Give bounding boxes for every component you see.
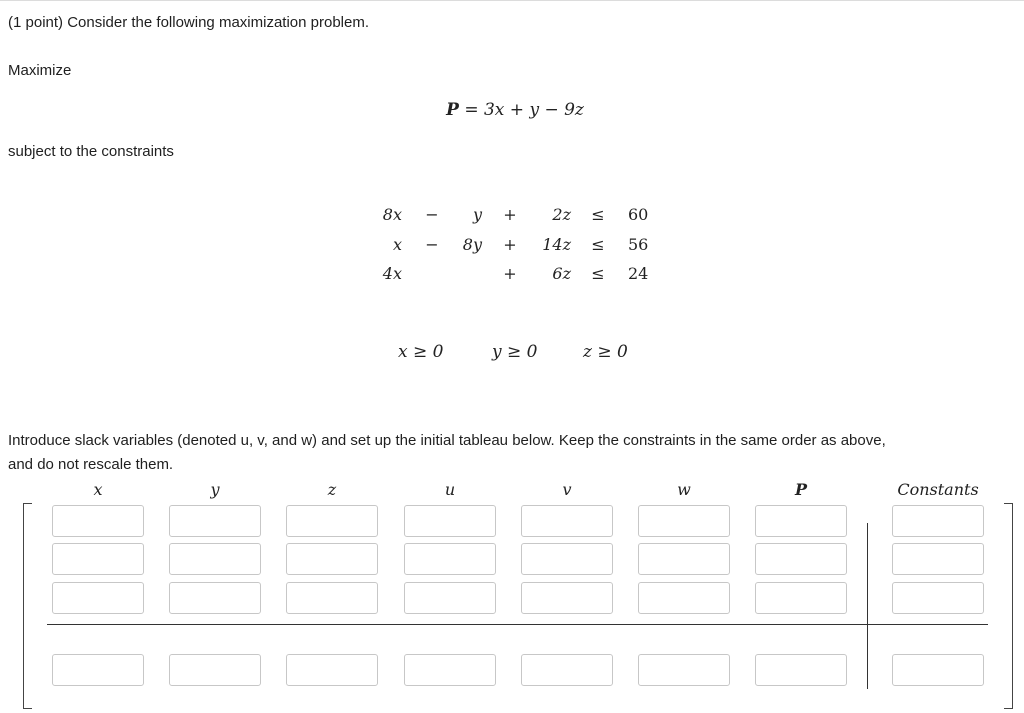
- cell-r2-p-input[interactable]: [755, 543, 847, 575]
- header-v: v: [562, 480, 572, 499]
- matrix-left-bracket: [23, 503, 32, 709]
- problem-prompt: (1 point) Consider the following maximization problem.: [8, 14, 369, 31]
- c1-rhs: 60: [628, 205, 649, 224]
- objective-row-divider: [47, 624, 988, 625]
- c3-op2: +: [503, 264, 517, 283]
- nonneg-z: z ≥ 0: [583, 342, 628, 362]
- c1-op2: +: [503, 205, 517, 224]
- nonneg-x: x ≥ 0: [398, 342, 444, 362]
- cell-r3-u-input[interactable]: [404, 582, 496, 614]
- instructions-line-1: Introduce slack variables (denoted u, v, and w) and set up the initial tableau below. Keep the constraints in the same order as above,: [8, 432, 886, 449]
- c2-op1: −: [425, 235, 439, 254]
- cell-r2-z-input[interactable]: [286, 543, 378, 575]
- cell-r1-x-input[interactable]: [52, 505, 144, 537]
- cell-r4-z-input[interactable]: [286, 654, 378, 686]
- matrix-right-bracket: [1004, 503, 1013, 709]
- c1-relation: ≤: [591, 205, 605, 224]
- c3-term-z: 6z: [552, 264, 571, 283]
- c1-term-y: y: [472, 205, 482, 224]
- cell-r2-w-input[interactable]: [638, 543, 730, 575]
- cell-r2-u-input[interactable]: [404, 543, 496, 575]
- c3-term-x: 4x: [382, 264, 402, 283]
- cell-r3-v-input[interactable]: [521, 582, 613, 614]
- header-w: w: [677, 480, 691, 499]
- cell-r2-x-input[interactable]: [52, 543, 144, 575]
- c1-op1: −: [425, 205, 439, 224]
- objective-function: [0, 100, 1024, 120]
- objective-equals: =: [464, 100, 484, 120]
- cell-r1-y-input[interactable]: [169, 505, 261, 537]
- cell-r4-y-input[interactable]: [169, 654, 261, 686]
- c2-op2: +: [503, 235, 517, 254]
- cell-r1-z-input[interactable]: [286, 505, 378, 537]
- cell-r3-y-input[interactable]: [169, 582, 261, 614]
- header-z: z: [327, 480, 337, 499]
- cell-r4-p-input[interactable]: [755, 654, 847, 686]
- cell-r3-z-input[interactable]: [286, 582, 378, 614]
- c3-relation: ≤: [591, 264, 605, 283]
- c2-relation: ≤: [591, 235, 605, 254]
- c2-term-y: 8y: [462, 235, 482, 254]
- maximize-label: Maximize: [8, 62, 72, 79]
- nonneg-y: y ≥ 0: [492, 342, 538, 362]
- c1-term-x: 8x: [382, 205, 402, 224]
- top-border: [0, 0, 1024, 1]
- cell-r2-y-input[interactable]: [169, 543, 261, 575]
- constants-column-divider: [867, 523, 868, 689]
- header-p: P: [794, 480, 808, 499]
- cell-r4-constants-input[interactable]: [892, 654, 984, 686]
- cell-r1-v-input[interactable]: [521, 505, 613, 537]
- cell-r1-constants-input[interactable]: [892, 505, 984, 537]
- header-u: u: [444, 480, 456, 499]
- cell-r1-u-input[interactable]: [404, 505, 496, 537]
- subject-to-label: subject to the constraints: [8, 143, 174, 160]
- header-y: y: [210, 480, 220, 499]
- cell-r1-w-input[interactable]: [638, 505, 730, 537]
- header-constants: Constants: [897, 480, 979, 499]
- cell-r2-constants-input[interactable]: [892, 543, 984, 575]
- c2-rhs: 56: [628, 235, 649, 254]
- cell-r1-p-input[interactable]: [755, 505, 847, 537]
- c3-rhs: 24: [628, 264, 649, 283]
- c2-term-x: x: [392, 235, 402, 254]
- objective-rhs: 3x + y − 9z: [483, 100, 584, 120]
- objective-lhs: P: [446, 100, 459, 120]
- cell-r3-constants-input[interactable]: [892, 582, 984, 614]
- c1-term-z: 2z: [552, 205, 571, 224]
- cell-r3-x-input[interactable]: [52, 582, 144, 614]
- cell-r3-p-input[interactable]: [755, 582, 847, 614]
- cell-r4-x-input[interactable]: [52, 654, 144, 686]
- header-x: x: [93, 480, 103, 499]
- cell-r4-u-input[interactable]: [404, 654, 496, 686]
- instructions-line-2: and do not rescale them.: [8, 456, 174, 473]
- c2-term-z: 14z: [542, 235, 571, 254]
- cell-r4-w-input[interactable]: [638, 654, 730, 686]
- cell-r3-w-input[interactable]: [638, 582, 730, 614]
- cell-r2-v-input[interactable]: [521, 543, 613, 575]
- cell-r4-v-input[interactable]: [521, 654, 613, 686]
